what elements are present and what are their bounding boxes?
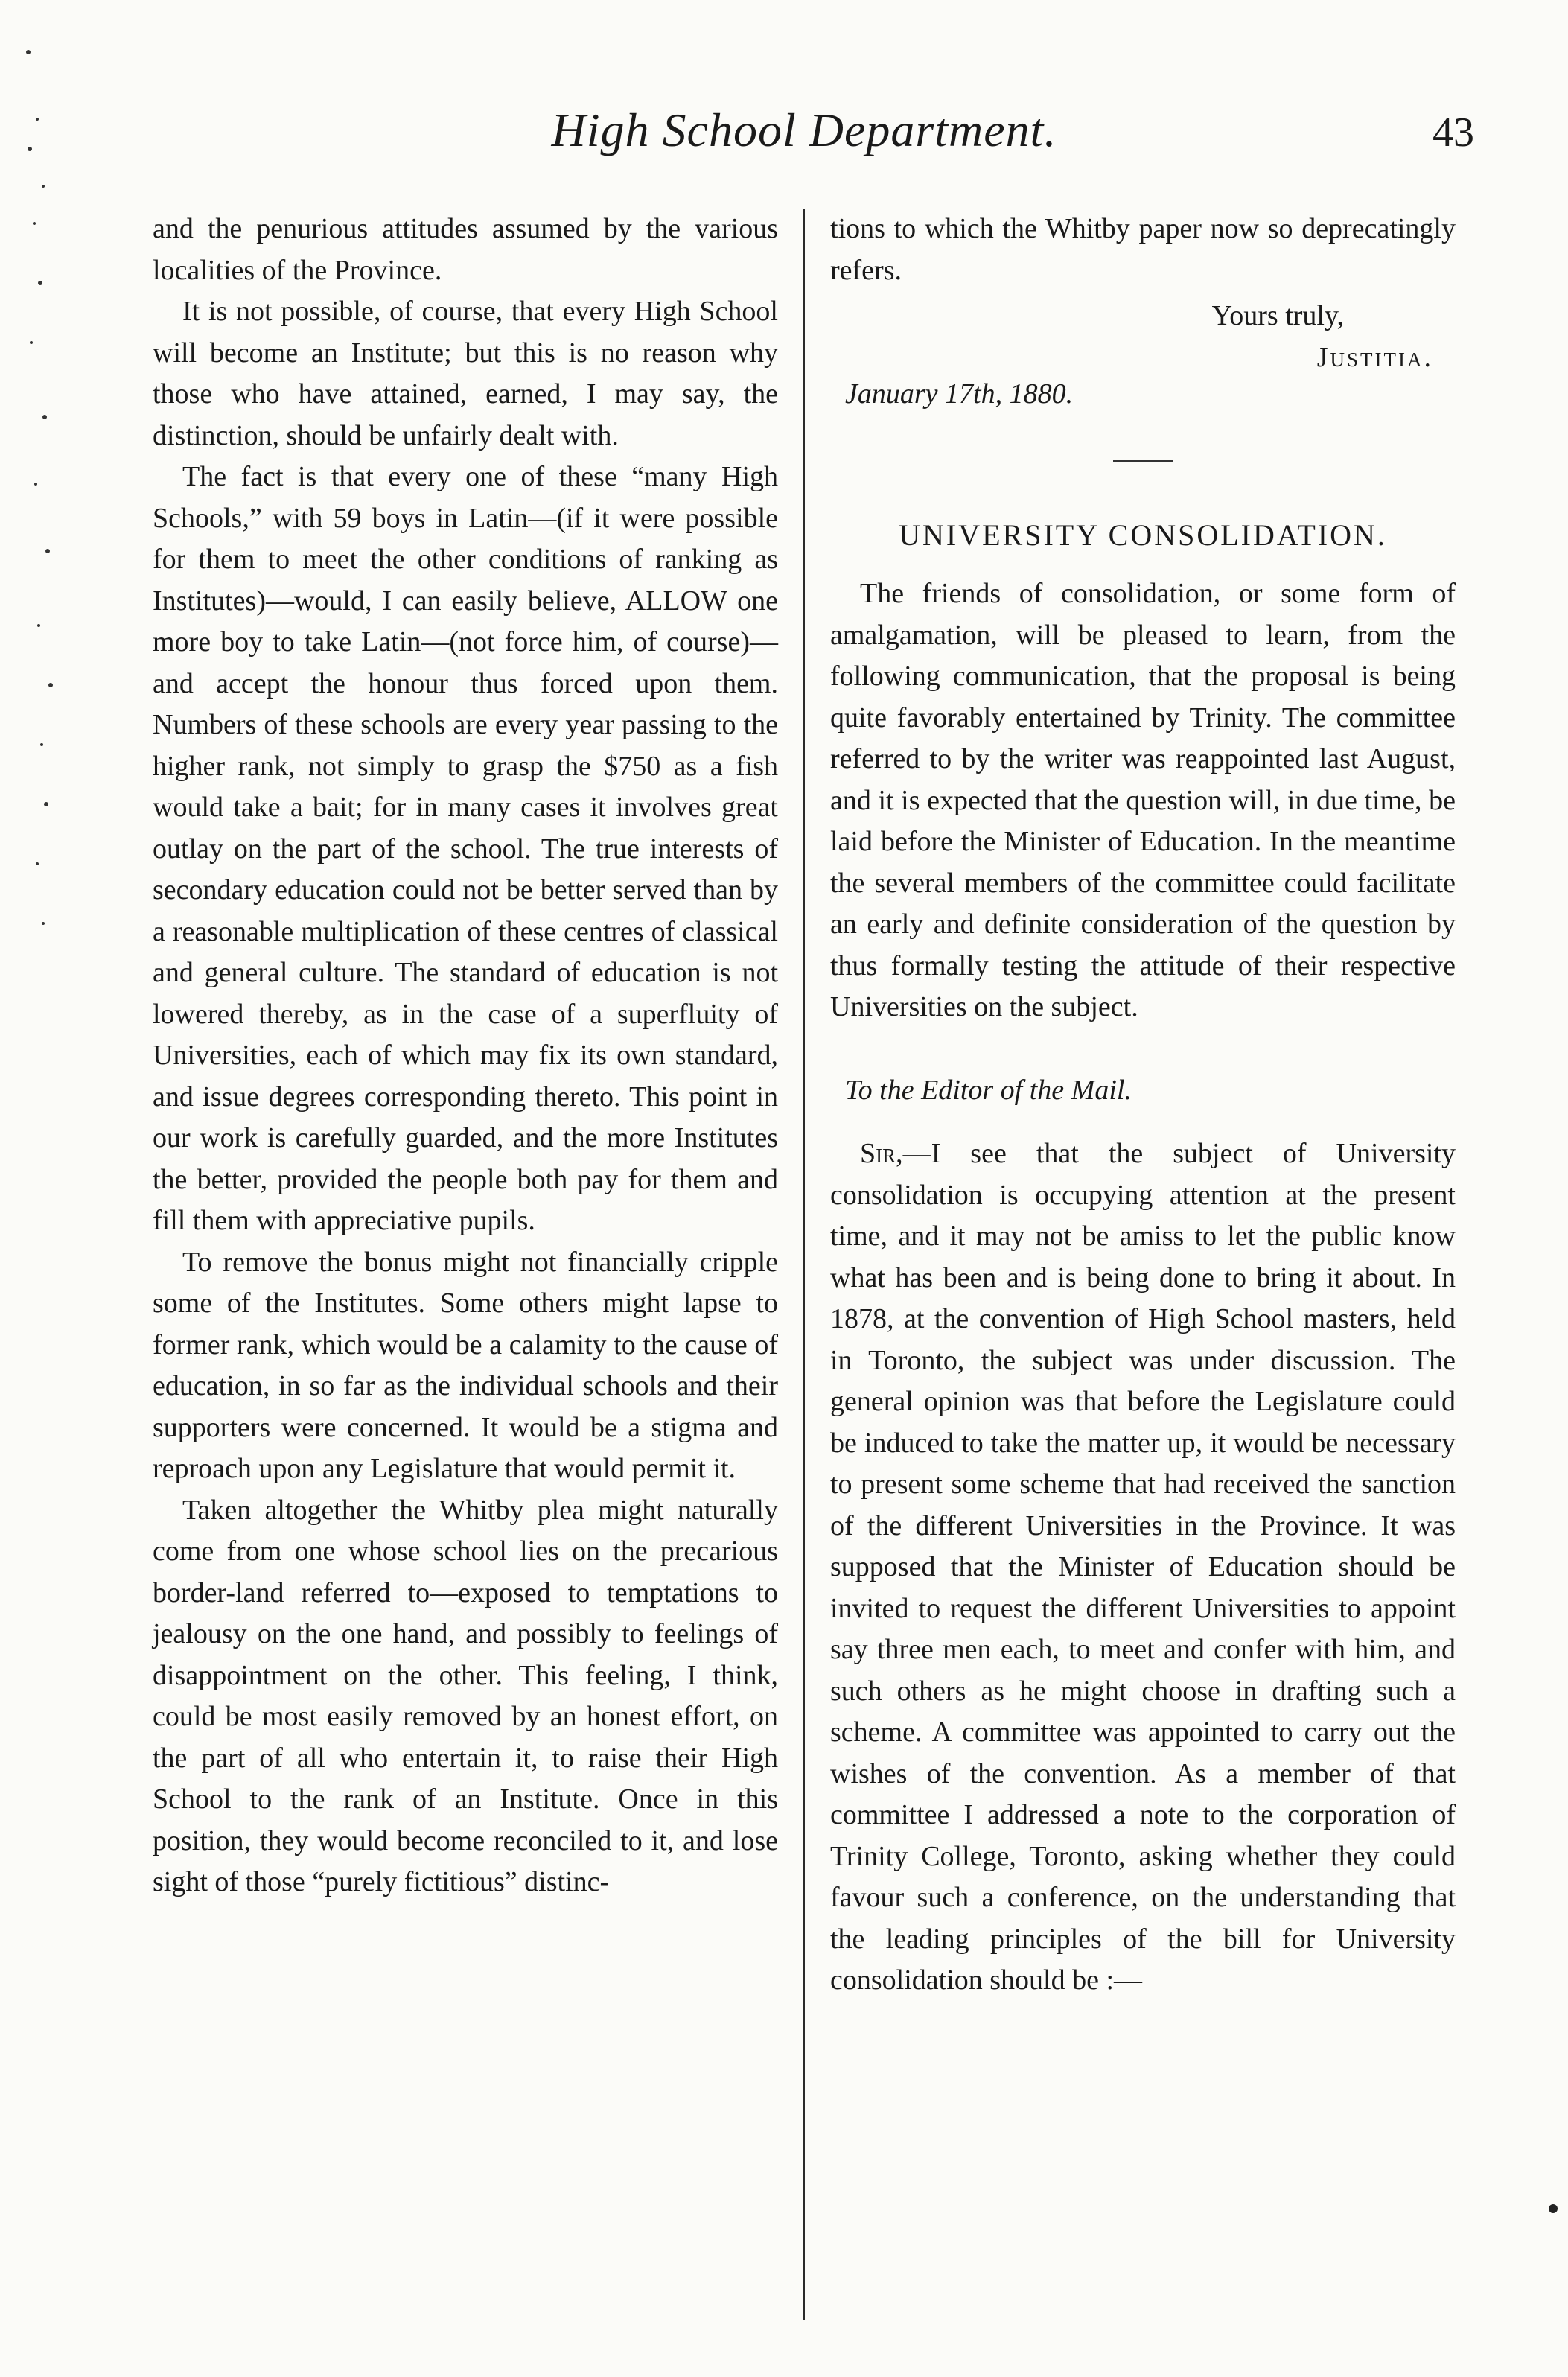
page-number: 43 — [1432, 109, 1474, 156]
left-paragraph-5: Taken altogether the Whitby plea might naturally come from one whose school lies on the precarious border-land referred to—exposed to temptations to jealousy on the one hand, and possibly to feelings of disappointment on the other. This feeling, I think, could be most easily removed by an honest effort, on the part of all who entertain it, to raise their High School to the rank of an Institute. Once in this position, they would become reconciled to it, and lose sight of those “purely fictitious” distinc- — [153, 1494, 778, 1897]
letter-closing: Yours truly, — [1211, 300, 1344, 331]
page-dot — [1549, 2204, 1558, 2213]
salutation: Sir, — [860, 1138, 903, 1169]
left-paragraph-3: The fact is that every one of these “many High Schools,” with 59 boys in Latin—(if it were possible for them to meet the other conditions of ranking as Institutes)—would, I can easily believe, ALLOW one more boy to take Latin—(not force him, of course)—and accept the honour thus forced upon them. Numbers of these schools are every year passing to the higher rank, not simply to grasp the $750 as a fish would take a bait; for in many cases it involves great outlay on the part of the school. The true interests of secondary education could not be better served than by a reasonable multiplication of these centres of classical and general culture. The standard of education is not lowered thereby, as in the case of a superfluity of Universities, each of which may fix its own standard, and issue degrees corresponding thereto. This point in our work is carefully guarded, and the more Institutes the better, provided the people both pay for them and fill them with appreciative pupils. — [153, 461, 778, 1236]
page-header — [134, 88, 1474, 170]
left-paragraph-2: It is not possible, of course, that every High School will become an Institute; but this is no reason why those who have attained, earned, I may say, the distinction, should be unfairly dealt with. — [153, 296, 778, 451]
right-paragraph-3 — [830, 1133, 1456, 2002]
right-paragraph-2: The friends of consolidation, or some form of amalgamation, will be pleased to learn, from the following communication, that the proposal is being quite favorably entertained by Trinity. The committee referred to by the writer was reappointed last August, and it is expected that the question will, in due time, be laid before the Minister of Education. In the meantime the several members of the committee could facilitate an early and definite consideration of the question by thus formally testing the attitude of their respective Universities on the subject. — [830, 578, 1456, 1022]
letter-date: January 17th, 1880. — [845, 378, 1074, 410]
left-paragraph-1: and the penurious attitudes assumed by the various localities of the Province. — [153, 213, 778, 286]
running-head: High School Department. — [551, 104, 1057, 156]
section-title: UNIVERSITY CONSOLIDATION. — [899, 518, 1387, 552]
to-editor-heading: To the Editor of the Mail. — [845, 1074, 1132, 1106]
letter-signature: Justitia. — [1316, 341, 1433, 373]
left-column — [153, 209, 778, 1903]
left-paragraph-4: To remove the bonus might not financially cripple some of the Institutes. Some others might lapse to former rank, which would be a calamity to the cause of education, in so far as the individual schools and their supporters were concerned. It would be a stigma and reproach upon any Legislature that would permit it. — [153, 1246, 778, 1484]
page-edge-specks — [21, 30, 66, 983]
section-rule — [1113, 460, 1173, 462]
letter-body: —I see that the subject of University consolidation is occupying attention at the present time, and it may not be amiss to let the public know what has been and is being done to bring it about. In 1878, at the convention of High School masters, held in Toronto, the subject was under discussion. The general opinion was that before the Legislature could be induced to take the matter up, it would be necessary to present some scheme that had received the sanction of the different Universities in the Province. It was supposed that the Minister of Education should be invited to request the different Universities to appoint say three men each, to meet and confer with him, and such others as he might choose in drafting such a scheme. A committee was appointed to carry out the wishes of the convention. As a member of that committee I addressed a note to the corporation of Trinity College, Toronto, asking whether they could favour such a conference, on the understanding that the leading principles of the bill for University consolidation should be :— — [830, 1138, 1456, 1996]
column-divider — [803, 209, 805, 2320]
right-paragraph-1: tions to which the Whitby paper now so deprecatingly refers. — [830, 213, 1456, 286]
right-column — [830, 209, 1456, 2002]
